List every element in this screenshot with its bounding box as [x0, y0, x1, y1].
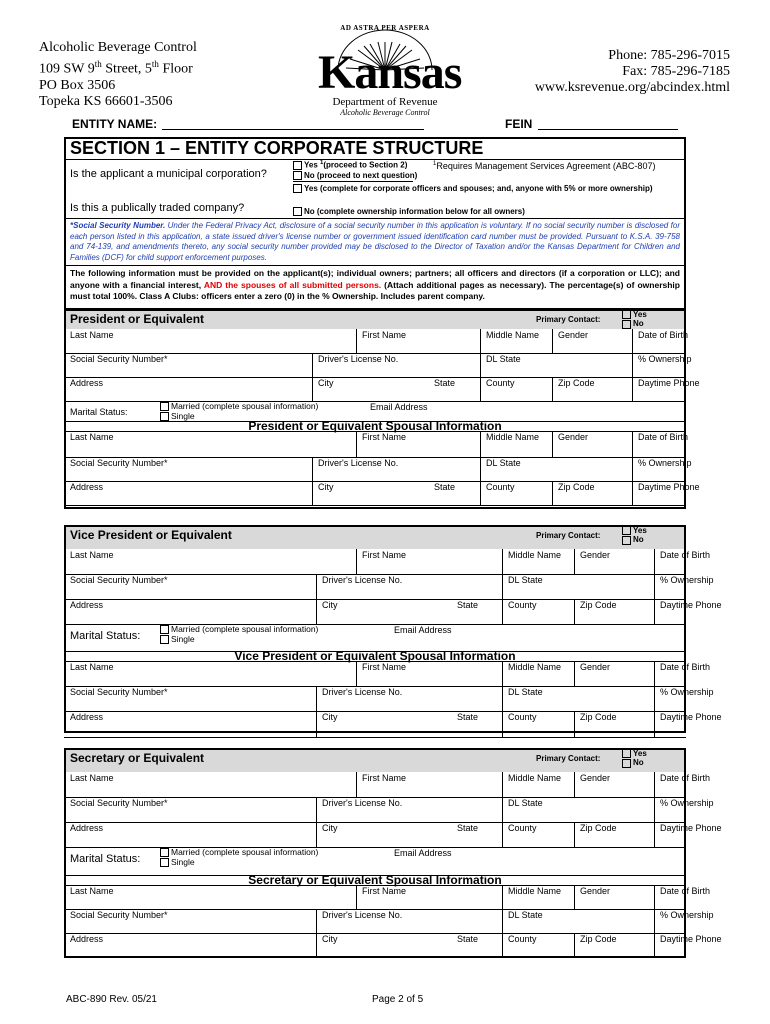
field-label: Last Name: [70, 773, 114, 783]
divider: [574, 599, 575, 624]
field-label: % Ownership: [638, 458, 692, 468]
divider: [356, 772, 357, 797]
instructions-emphasis: AND the spouses of all submitted persons.: [203, 279, 382, 290]
marital-status-label: Marital Status:: [70, 630, 141, 642]
field-row[interactable]: [66, 822, 684, 847]
field-label: Middle Name: [508, 550, 562, 560]
option-label: Single: [171, 633, 195, 644]
divider: [312, 377, 313, 401]
q1-yes-option[interactable]: [293, 160, 407, 170]
checkbox[interactable]: [622, 749, 631, 758]
field-label: First Name: [362, 886, 407, 896]
footnote-text: Requires Management Services Agreement (ABC-807): [436, 161, 656, 171]
primary-contact-label: Primary Contact:: [536, 531, 601, 540]
field-label: DL State: [508, 798, 543, 808]
divider: [502, 772, 503, 797]
logo-state: Kansas: [318, 46, 462, 99]
primary-contact-label: Primary Contact:: [536, 315, 601, 324]
q1-footnote: [433, 161, 655, 171]
field-label: Address: [70, 823, 104, 833]
field-label: DL State: [508, 910, 543, 920]
divider: [356, 329, 357, 353]
street-part: 109 SW 9: [39, 61, 95, 77]
field-label: Middle Name: [486, 432, 540, 442]
street-part: Street, 5: [101, 61, 152, 77]
field-label: Driver's License No.: [322, 575, 403, 585]
field-label: % Ownership: [660, 910, 714, 920]
checkbox[interactable]: [160, 848, 169, 857]
page-number: Page 2 of 5: [372, 994, 424, 1005]
po-box: PO Box 3506: [39, 77, 116, 93]
entity-name-label: ENTITY NAME:: [72, 117, 158, 131]
field-label: Driver's License No.: [322, 798, 403, 808]
field-row[interactable]: [66, 329, 684, 353]
divider: [654, 885, 655, 909]
fein-label: FEIN: [505, 117, 533, 131]
entity-name-field[interactable]: [162, 129, 424, 130]
divider: [480, 329, 481, 353]
field-row[interactable]: [66, 481, 684, 505]
logo-division: Alcoholic Beverage Control: [340, 108, 430, 117]
field-label: Driver's License No.: [322, 910, 403, 920]
field-label: DL State: [508, 575, 543, 585]
field-label: State: [457, 823, 479, 833]
field-label: Middle Name: [508, 886, 562, 896]
divider: [293, 181, 413, 182]
field-row[interactable]: [66, 661, 684, 686]
field-label: Last Name: [70, 432, 114, 442]
spouse-title: Vice President or Equivalent Spousal Information: [234, 649, 516, 663]
option-label: Yes: [633, 310, 647, 319]
divider: [632, 377, 633, 401]
field-label: First Name: [362, 550, 407, 560]
primary-no[interactable]: [622, 319, 647, 328]
field-label: State: [457, 712, 479, 722]
field-label: Social Security Number*: [70, 687, 168, 697]
field-label: Address: [70, 934, 104, 944]
website: www.ksrevenue.org/abcindex.html: [534, 80, 730, 95]
checkbox[interactable]: [160, 625, 169, 634]
field-row[interactable]: [66, 686, 684, 711]
field-label: Daytime Phone: [660, 600, 722, 610]
checkbox[interactable]: [293, 161, 302, 170]
field-label: Gender: [580, 886, 611, 896]
option-label: Married (complete spousal information): [171, 624, 319, 634]
divider: [502, 599, 503, 624]
field-label: % Ownership: [660, 575, 714, 585]
divider: [356, 885, 357, 909]
field-label: City: [322, 712, 338, 722]
option-label: Married (complete spousal information): [171, 847, 319, 857]
field-label: State: [457, 600, 479, 610]
marital-options[interactable]: [160, 848, 318, 867]
divider: [502, 797, 503, 822]
checkbox[interactable]: [160, 858, 169, 867]
divider: [356, 431, 357, 457]
divider: [632, 329, 633, 353]
field-label: Daytime Phone: [660, 823, 722, 833]
primary-no[interactable]: [622, 758, 647, 767]
marital-status-label: Marital Status:: [70, 853, 141, 865]
block-title: President or Equivalent: [70, 312, 205, 326]
divider: [502, 933, 503, 957]
divider: [64, 505, 686, 506]
option-label: Single: [171, 410, 195, 421]
field-label: Zip Code: [580, 712, 617, 722]
kansas-logo: [318, 22, 462, 120]
divider: [654, 797, 655, 822]
instructions-text: (Attach additional pages as necessary). The percentage(s) of ownership must total 100%. Class A Clubs: officers enter a zero (0) in the % Ownership. Includes parent company.: [70, 279, 680, 301]
field-label: DL State: [508, 687, 543, 697]
field-label: Last Name: [70, 662, 114, 672]
primary-contact-options[interactable]: [622, 526, 647, 545]
instructions-text: The following information must be provided on the applicant(s); individual owners; partners; all officers and directors (if a corporation or LLC); and anyone with a financial interest,: [70, 268, 680, 290]
field-label: Last Name: [70, 550, 114, 560]
spouse-title: President or Equivalent Spousal Information: [248, 419, 502, 433]
field-label: Daytime Phone: [660, 712, 722, 722]
checkbox[interactable]: [293, 171, 302, 180]
divider: [316, 822, 317, 847]
field-row[interactable]: [66, 885, 684, 909]
divider: [574, 772, 575, 797]
field-label: Driver's License No.: [322, 687, 403, 697]
option-label: Yes: [633, 526, 647, 535]
fax-number: Fax: 785-296-7185: [622, 64, 730, 79]
divider: [654, 574, 655, 599]
field-label: DL State: [486, 354, 521, 364]
fein-field[interactable]: [538, 129, 678, 130]
field-label: Daytime Phone: [638, 378, 700, 388]
divider: [480, 377, 481, 401]
q2-yes-option[interactable]: [293, 184, 653, 194]
divider: [552, 481, 553, 505]
field-label: County: [508, 600, 537, 610]
field-label: City: [318, 482, 334, 492]
primary-contact-options[interactable]: [622, 749, 647, 768]
field-row[interactable]: [66, 574, 684, 599]
divider: [574, 933, 575, 957]
field-label: Social Security Number*: [70, 575, 168, 585]
field-label: Zip Code: [580, 934, 617, 944]
field-label: Social Security Number*: [70, 910, 168, 920]
field-label: Social Security Number*: [70, 458, 168, 468]
single-option[interactable]: [160, 635, 318, 645]
block-title: Vice President or Equivalent: [70, 528, 232, 542]
divider: [502, 661, 503, 686]
field-label: Address: [70, 378, 104, 388]
divider: [574, 822, 575, 847]
q-municipal: Is the applicant a municipal corporation?: [70, 168, 267, 180]
divider: [64, 957, 686, 958]
ownership-instructions: [70, 268, 680, 303]
divider: [632, 431, 633, 457]
logo-motto: AD ASTRA PER ASPERA: [340, 24, 430, 32]
field-label: Middle Name: [486, 330, 540, 340]
divider: [654, 686, 655, 711]
field-label: Date of Birth: [660, 773, 711, 783]
field-row[interactable]: [66, 772, 684, 797]
primary-yes[interactable]: [622, 526, 647, 535]
field-label: Daytime Phone: [660, 934, 722, 944]
divider: [552, 329, 553, 353]
field-label: County: [508, 823, 537, 833]
field-label: City: [318, 378, 334, 388]
primary-contact-options[interactable]: [622, 310, 647, 329]
footnote-mark: 1: [320, 160, 324, 166]
ssn-notice-head: *Social Security Number.: [70, 221, 166, 230]
divider: [502, 885, 503, 909]
field-row[interactable]: [66, 377, 684, 401]
option-label: Married (complete spousal information): [171, 401, 319, 411]
primary-no[interactable]: [622, 535, 647, 544]
field-label: % Ownership: [638, 354, 692, 364]
divider: [654, 909, 655, 933]
email-field[interactable]: [364, 847, 684, 875]
option-label: Yes: [633, 749, 647, 758]
field-label: Date of Birth: [638, 330, 689, 340]
divider: [552, 377, 553, 401]
divider: [480, 431, 481, 457]
option-label: Yes (complete for corporate officers and spouses; and, anyone with 5% or more ownership): [304, 184, 653, 193]
field-label: DL State: [486, 458, 521, 468]
field-label: Zip Code: [580, 600, 617, 610]
field-label: Date of Birth: [638, 432, 689, 442]
field-row[interactable]: [66, 933, 684, 957]
divider: [316, 686, 317, 711]
agency-address: [39, 40, 197, 110]
divider: [502, 909, 503, 933]
ssn-notice-body: Under the Federal Privacy Act, disclosure of a social security number in this application is voluntary. If no social security number is disclosed for each person listed in this application, a state issued driver's license number or government issued identification card number must be provided. Pursuant to K.S.A. 39-758 and 74-139, and amendments thereto, any social security number provided may be disclosed to the Director of Taxation and/or the Kansas Department for Children and Families (DCF) for child support enforcement purposes.: [70, 221, 681, 262]
field-label: County: [508, 712, 537, 722]
divider: [654, 822, 655, 847]
field-label: Gender: [558, 432, 589, 442]
field-row[interactable]: [66, 797, 684, 822]
contact-info: [535, 48, 730, 96]
field-label: Date of Birth: [660, 886, 711, 896]
field-label: Last Name: [70, 886, 114, 896]
field-label: Zip Code: [558, 482, 595, 492]
email-label: Email Address: [370, 402, 428, 412]
field-label: County: [486, 482, 515, 492]
field-label: First Name: [362, 773, 407, 783]
field-label: % Ownership: [660, 687, 714, 697]
option-label: Single: [171, 856, 195, 867]
divider: [316, 574, 317, 599]
divider: [502, 549, 503, 574]
primary-contact-label: Primary Contact:: [536, 754, 601, 763]
divider: [64, 737, 686, 738]
divider: [316, 909, 317, 933]
option-label: Yes: [304, 160, 318, 170]
option-label: No: [633, 319, 644, 329]
option-label: No (proceed to next question): [304, 171, 418, 180]
divider: [654, 549, 655, 574]
footnote-mark: 1: [433, 161, 437, 167]
divider: [356, 661, 357, 686]
q1-no-option[interactable]: [293, 171, 417, 180]
divider: [502, 574, 503, 599]
field-label: Middle Name: [508, 662, 562, 672]
divider: [574, 661, 575, 686]
field-label: Gender: [580, 662, 611, 672]
field-row[interactable]: [66, 711, 684, 737]
checkbox[interactable]: [622, 320, 631, 329]
option-label: No (complete ownership information below for all owners): [304, 207, 525, 216]
email-field[interactable]: [364, 401, 684, 421]
divider: [312, 353, 313, 377]
ssn-notice: [70, 221, 680, 263]
field-row[interactable]: [66, 431, 684, 457]
field-label: State: [457, 934, 479, 944]
divider: [316, 711, 317, 737]
field-label: Middle Name: [508, 773, 562, 783]
field-label: Social Security Number*: [70, 354, 168, 364]
single-option[interactable]: [160, 858, 318, 868]
field-label: First Name: [362, 432, 407, 442]
field-label: City: [322, 823, 338, 833]
email-label: Email Address: [394, 848, 452, 858]
checkbox[interactable]: [293, 184, 302, 193]
divider: [64, 265, 686, 266]
field-label: Date of Birth: [660, 550, 711, 560]
divider: [316, 797, 317, 822]
field-label: First Name: [362, 330, 407, 340]
divider: [632, 353, 633, 377]
divider: [480, 457, 481, 481]
field-label: County: [486, 378, 515, 388]
field-label: Zip Code: [558, 378, 595, 388]
divider: [632, 481, 633, 505]
marital-options[interactable]: [160, 625, 318, 644]
divider: [64, 218, 686, 219]
checkbox[interactable]: [622, 536, 631, 545]
street-sup: th: [151, 59, 159, 69]
email-label: Email Address: [394, 625, 452, 635]
field-row[interactable]: [66, 599, 684, 624]
option-note: (proceed to Section 2): [323, 160, 408, 170]
q2-no-option[interactable]: [293, 207, 525, 216]
q-publicly-traded: Is this a publically traded company?: [70, 202, 245, 214]
primary-yes[interactable]: [622, 310, 647, 319]
option-label: No: [633, 758, 644, 768]
checkbox[interactable]: [622, 526, 631, 535]
field-label: Address: [70, 482, 104, 492]
divider: [654, 933, 655, 957]
checkbox[interactable]: [160, 635, 169, 644]
section1-title: SECTION 1 – ENTITY CORPORATE STRUCTURE: [70, 138, 484, 158]
field-row[interactable]: [66, 549, 684, 574]
field-label: Address: [70, 712, 104, 722]
divider: [480, 353, 481, 377]
field-label: Driver's License No.: [318, 354, 399, 364]
field-label: Zip Code: [580, 823, 617, 833]
logo-department: Department of Revenue: [332, 96, 438, 108]
field-label: Social Security Number*: [70, 798, 168, 808]
divider: [574, 885, 575, 909]
field-label: City: [322, 600, 338, 610]
field-row[interactable]: [66, 909, 684, 933]
checkbox[interactable]: [622, 310, 631, 319]
divider: [654, 661, 655, 686]
checkbox[interactable]: [293, 207, 302, 216]
divider: [654, 711, 655, 737]
field-label: City: [322, 934, 338, 944]
field-label: First Name: [362, 662, 407, 672]
divider: [574, 549, 575, 574]
field-label: Daytime Phone: [638, 482, 700, 492]
option-label: No: [633, 535, 644, 545]
field-label: % Ownership: [660, 798, 714, 808]
divider: [654, 599, 655, 624]
divider: [502, 686, 503, 711]
field-label: Last Name: [70, 330, 114, 340]
field-row[interactable]: [66, 457, 684, 481]
street-sup: th: [94, 59, 102, 69]
field-label: Date of Birth: [660, 662, 711, 672]
field-label: Address: [70, 600, 104, 610]
block-title: Secretary or Equivalent: [70, 751, 205, 765]
checkbox[interactable]: [622, 759, 631, 768]
street-address: [39, 56, 197, 78]
primary-yes[interactable]: [622, 749, 647, 758]
divider: [356, 549, 357, 574]
field-label: State: [434, 482, 456, 492]
divider: [312, 457, 313, 481]
marital-status-label: Marital Status:: [70, 407, 128, 417]
divider: [480, 481, 481, 505]
field-label: Driver's License No.: [318, 458, 399, 468]
divider: [654, 772, 655, 797]
divider: [502, 822, 503, 847]
field-label: Gender: [580, 550, 611, 560]
divider: [316, 933, 317, 957]
city-state-zip: Topeka KS 66601-3506: [39, 93, 173, 109]
field-label: Gender: [558, 330, 589, 340]
divider: [502, 711, 503, 737]
checkbox[interactable]: [160, 402, 169, 411]
divider: [632, 457, 633, 481]
form-id: ABC-890 Rev. 05/21: [66, 994, 157, 1005]
phone-number: Phone: 785-296-7015: [608, 48, 730, 63]
divider: [574, 711, 575, 737]
field-row[interactable]: [66, 353, 684, 377]
agency-name: Alcoholic Beverage Control: [39, 40, 197, 55]
divider: [312, 481, 313, 505]
email-field[interactable]: [364, 624, 684, 651]
spouse-title: Secretary or Equivalent Spousal Information: [248, 873, 502, 887]
divider: [552, 431, 553, 457]
divider: [316, 599, 317, 624]
field-label: County: [508, 934, 537, 944]
field-label: State: [434, 378, 456, 388]
field-label: Gender: [580, 773, 611, 783]
street-part: Floor: [158, 61, 193, 77]
